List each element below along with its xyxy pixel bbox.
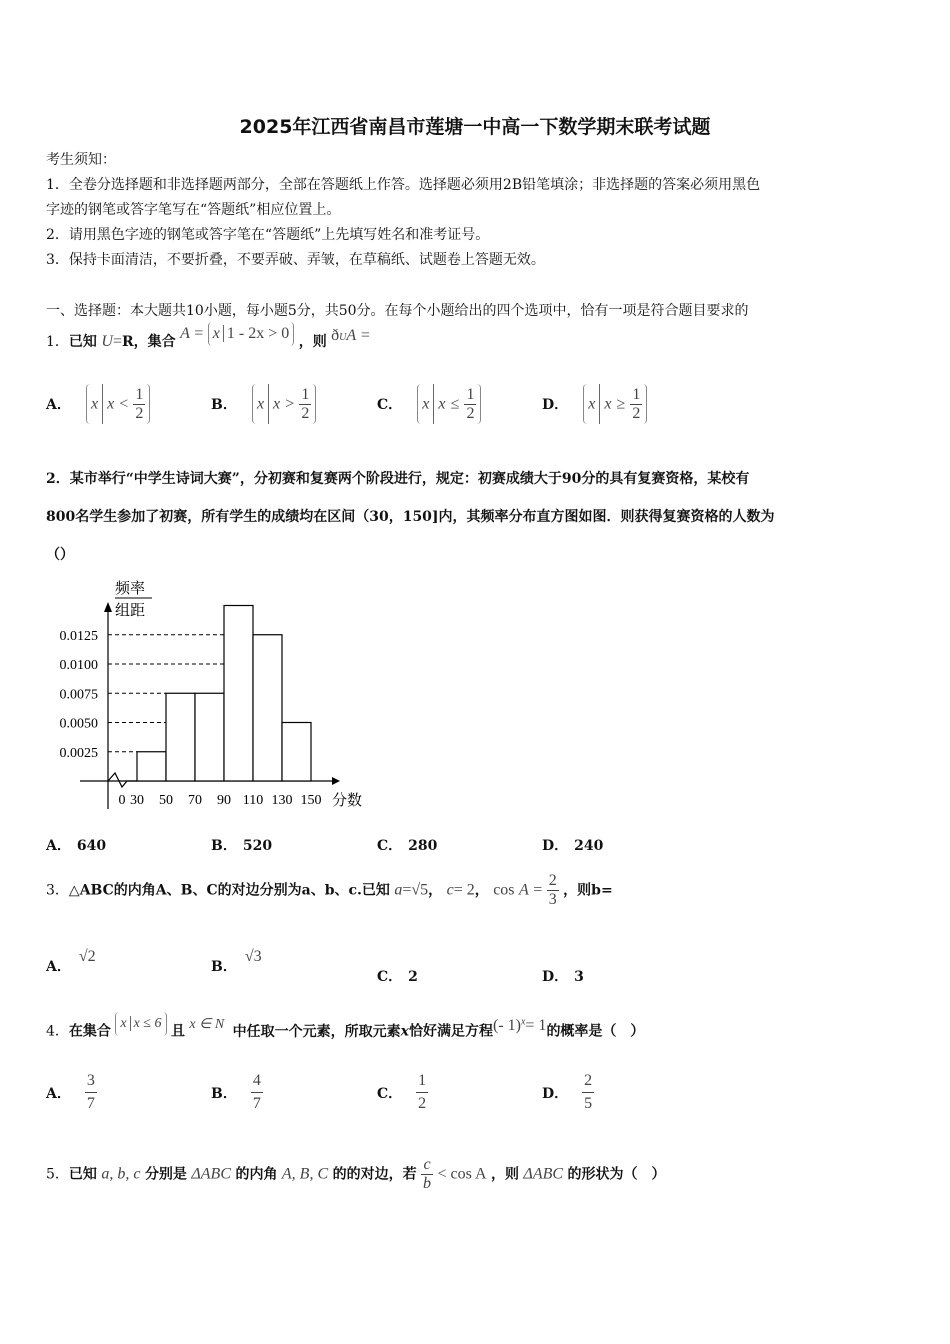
histogram-bar: [253, 635, 282, 781]
question-2-line-2: 800名学生参加了初赛，所有学生的成绩均在区间（30，150]内，其频率分布直方图如图．则获得复赛资格的人数为: [46, 509, 775, 525]
y-tick-label: 0.0025: [59, 745, 98, 761]
section-heading: 一、选择题：本大题共10小题，每小题5分，共50分。在每个小题给出的四个选项中，恰有一项是符合题目要求的: [46, 303, 749, 319]
frequency-histogram: [40, 572, 380, 817]
histogram-bar: [166, 693, 195, 781]
question-2-line-1: 2．某市举行“中学生诗词大赛”，分初赛和复赛两个阶段进行，规定：初赛成绩大于90分的具有复赛资格，某校有: [46, 471, 750, 487]
histogram-bar: [224, 606, 253, 782]
q3-option-c[interactable]: C． 2: [377, 969, 418, 985]
q4-option-a[interactable]: A． $\frac{3}{7}$: [46, 1070, 97, 1115]
question-2-line-3: （）: [46, 547, 74, 563]
question-1: 1．已知 U=R，集合 A = x 1 - 2x > 0 ，则 ðUA =: [46, 330, 371, 356]
y-tick-label: 0.0100: [59, 658, 98, 673]
y-axis-label-top: 频率: [115, 581, 146, 597]
q3-option-d[interactable]: D． 3: [542, 969, 584, 985]
set-A: x 1 - 2x > 0: [208, 322, 294, 346]
q2-option-d[interactable]: D． 240: [542, 838, 604, 854]
q4-option-d[interactable]: D． $\frac{2}{5}$: [542, 1070, 594, 1115]
page-title: 2025年江西省南昌市莲塘一中高一下数学期末联考试题: [239, 116, 711, 138]
q3-option-b[interactable]: B．√3: [211, 948, 262, 975]
notice-heading: 考生须知：: [46, 152, 116, 168]
q3-option-a[interactable]: A．√2: [46, 948, 96, 975]
q2-option-c[interactable]: C． 280: [377, 838, 438, 854]
q1-option-a[interactable]: A． x x < $\frac{1}{2}$: [46, 384, 150, 424]
q1-option-b[interactable]: B． x x > $\frac{1}{2}$: [211, 384, 316, 424]
x-tick-label: 30: [130, 793, 144, 808]
question-4: 4．在集合 x x ≤ 6 且 x ∈ N 中任取一个元素，所取元素x恰好满足方程(- 1)$^x$= 1的概率是（ ）: [46, 1016, 644, 1045]
x-tick-label: 130: [271, 793, 293, 808]
x-tick-label: 70: [188, 793, 202, 808]
x-tick-label: 50: [159, 793, 173, 808]
y-axis-label-bottom: 组距: [115, 603, 146, 619]
x-axis-arrow: [332, 777, 340, 785]
notice-item: 1．全卷分选择题和非选择题两部分，全部在答题纸上作答。选择题必须用2B铅笔填涂；非选择题的答案必须用黑色: [46, 177, 761, 193]
histogram-bar: [195, 693, 224, 781]
question-3: 3．△ABC的内角A、B、C的对边分别为a、b、c.已知 a=√5， c= 2， cos A = $\frac{2}{3}$ ，则b=: [46, 872, 613, 908]
x-tick-label: 0: [118, 793, 126, 808]
question-5: 5．已知 a, b, c 分别是 ΔABC 的内角 A, B, C 的的对边，若 $\frac{c}{b}$ < cos A ，则 ΔABC 的形状为（ ）: [46, 1156, 666, 1192]
q4-option-b[interactable]: B． $\frac{4}{7}$: [211, 1070, 263, 1115]
q1-option-d[interactable]: D． x x ≥ $\frac{1}{2}$: [542, 384, 647, 424]
x-tick-label: 150: [300, 793, 322, 808]
histogram-bar: [137, 752, 166, 781]
notice-item: 3．保持卡面清洁，不要折叠，不要弄破、弄皱，在草稿纸、试题卷上答题无效。: [46, 252, 545, 268]
notice-item: 2．请用黑色字迹的钢笔或答字笔在“答题纸”上先填写姓名和准考证号。: [46, 227, 490, 243]
axis-break: [108, 773, 137, 787]
y-axis-arrow: [104, 602, 112, 612]
y-tick-label: 0.0050: [59, 716, 98, 732]
q1-option-c[interactable]: C． x x ≤ $\frac{1}{2}$: [377, 384, 481, 424]
y-tick-label: 0.0075: [59, 687, 98, 703]
histogram-bar: [282, 723, 311, 782]
q2-option-a[interactable]: A． 640: [46, 838, 107, 854]
q4-option-c[interactable]: C． $\frac{1}{2}$: [377, 1070, 428, 1115]
notice-item: 字迹的钢笔或答字笔写在“答题纸”相应位置上。: [46, 202, 341, 218]
y-tick-label: 0.0125: [59, 628, 98, 644]
x-tick-label: 90: [217, 793, 231, 808]
x-tick-label: 110: [242, 793, 264, 808]
q2-option-b[interactable]: B． 520: [211, 838, 273, 854]
question-number: 1．: [46, 334, 69, 350]
x-axis-label: 分数: [332, 793, 363, 809]
